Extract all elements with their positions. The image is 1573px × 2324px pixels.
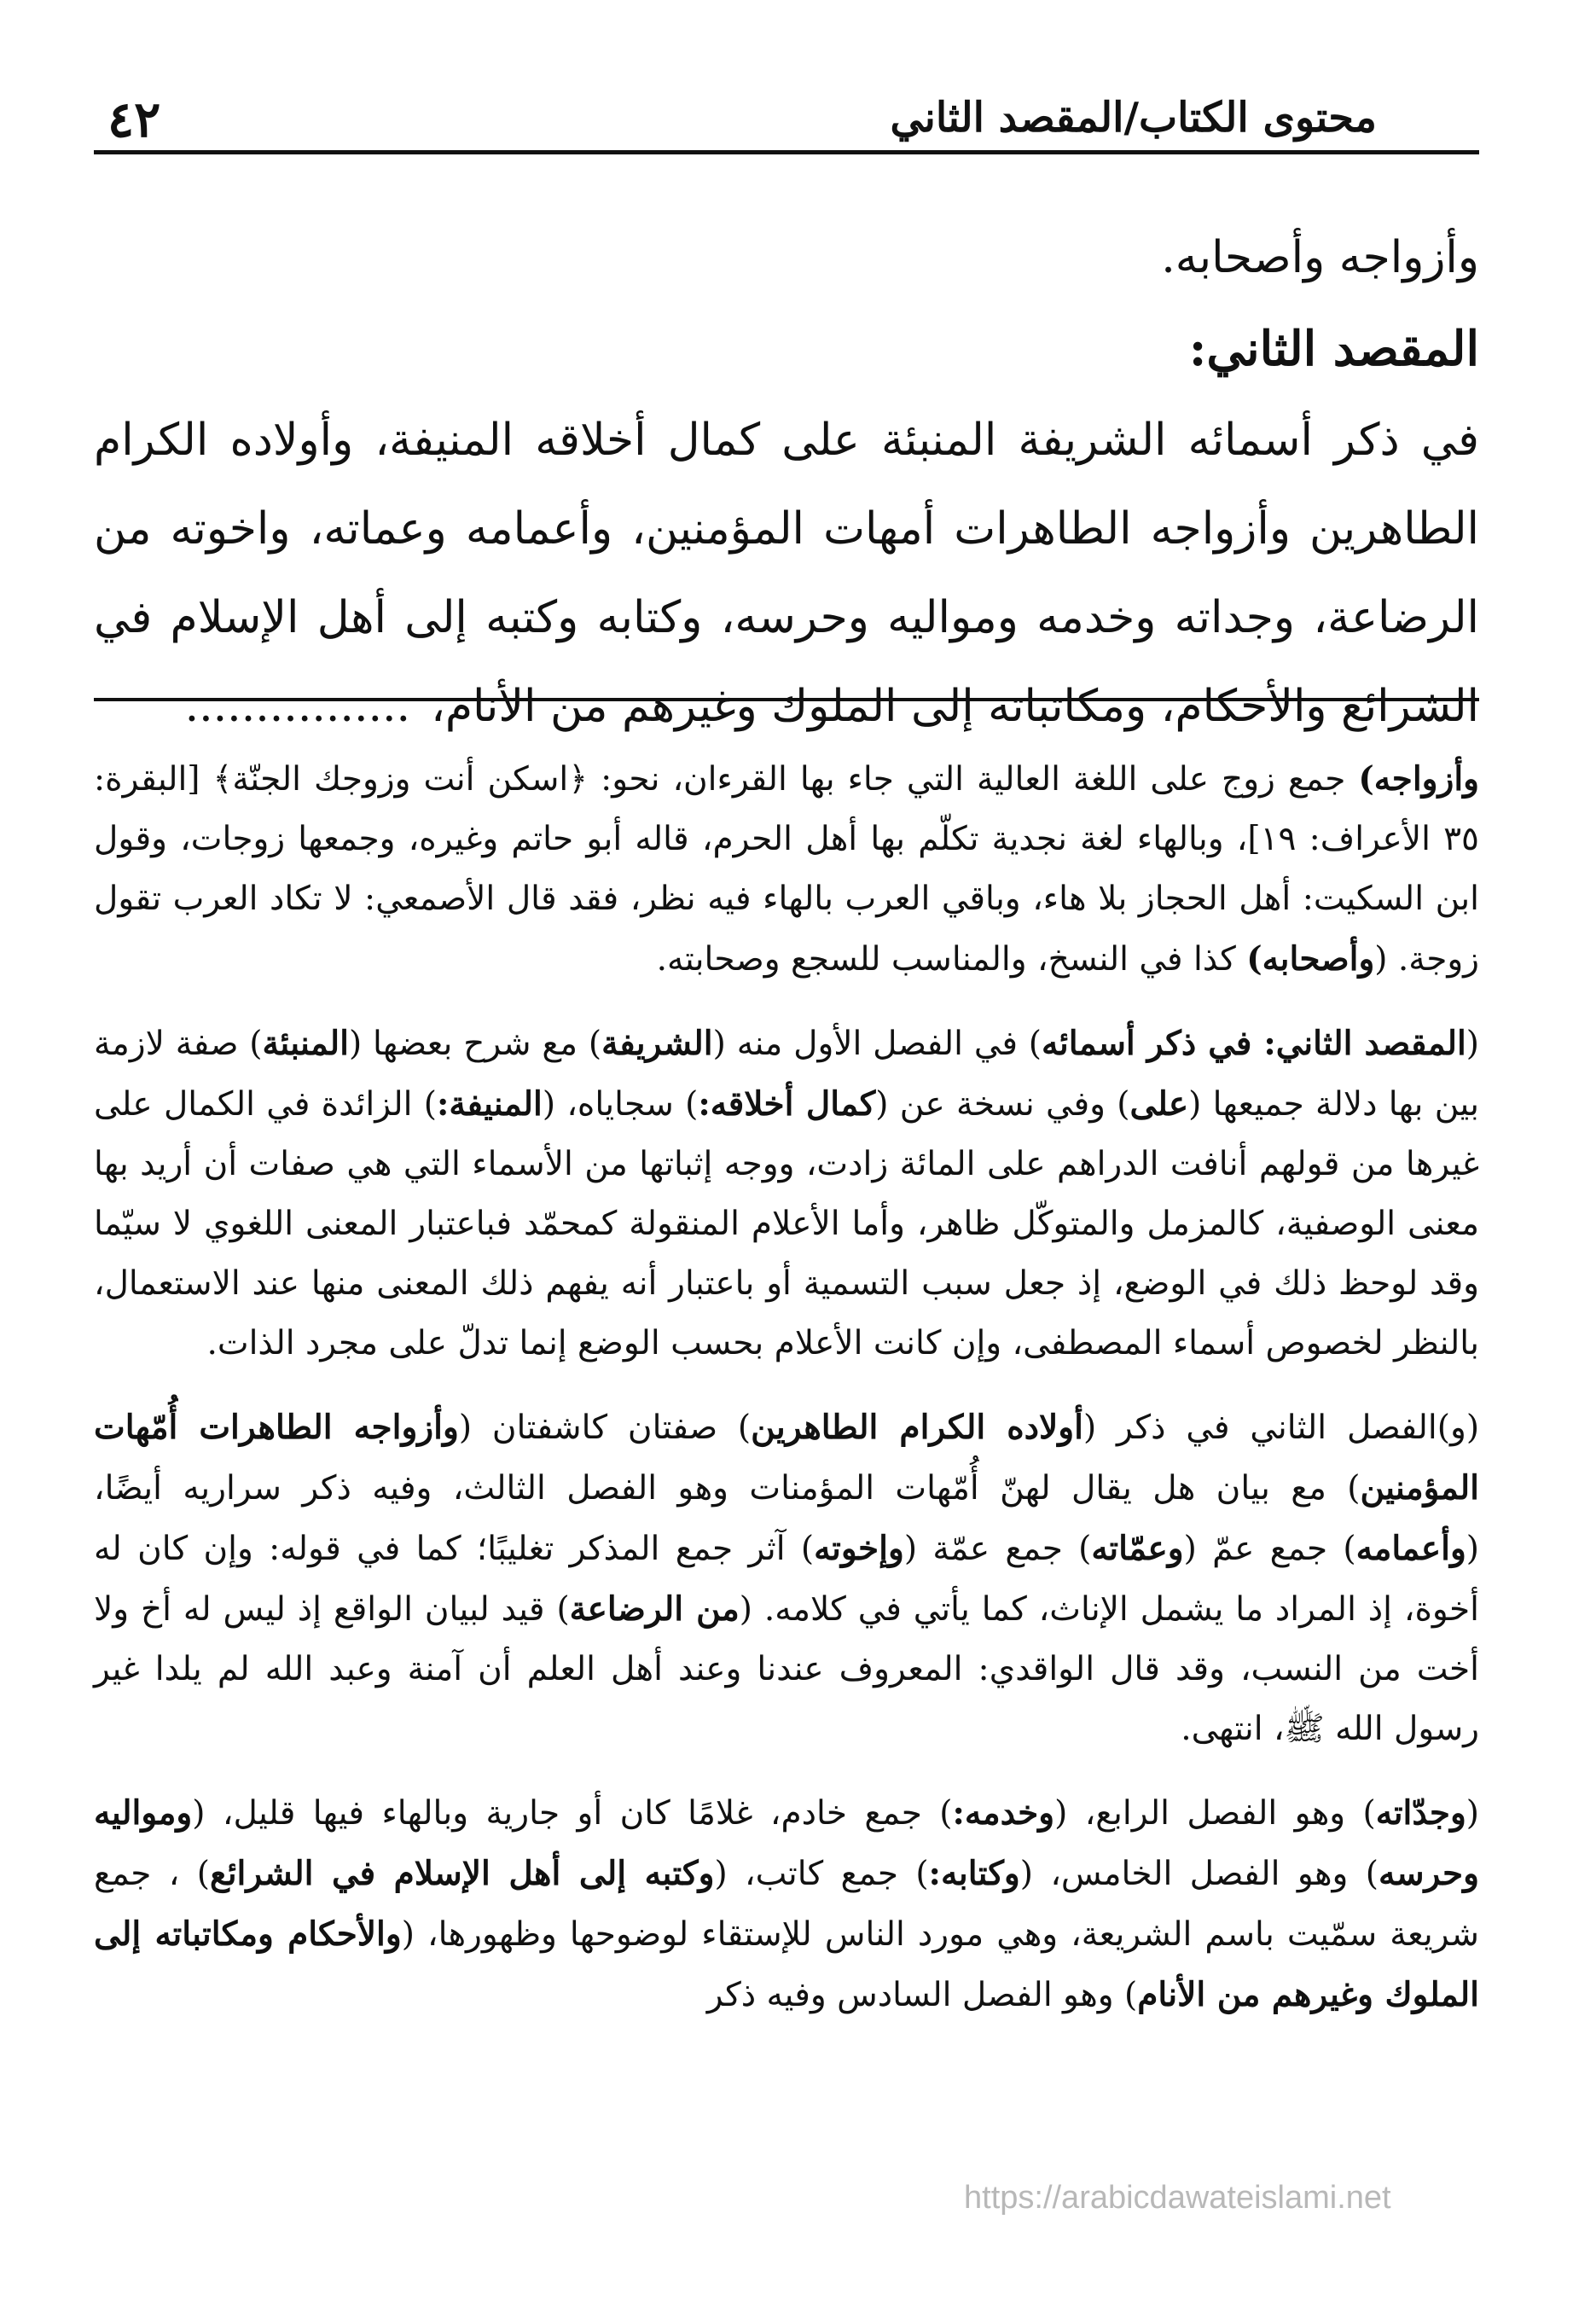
lemma: المقصد الثاني: في ذكر أسمائه [1042, 1024, 1466, 1063]
watermark-url: https://arabicdawateislami.net [964, 2180, 1391, 2216]
lemma: وخدمه: [952, 1793, 1055, 1833]
commentary-text: ) جمع عمّ ( [1183, 1530, 1356, 1568]
commentary-text: ) جمع كاتب، ( [714, 1855, 929, 1893]
main-text [94, 213, 1479, 751]
lemma: على [1129, 1084, 1189, 1124]
lemma: وعمّاته [1091, 1529, 1184, 1568]
commentary-text: ) وهو الفصل الخامس، ( [1019, 1855, 1379, 1893]
commentary-text: ) قيد لبيان الواقع إذ ليس له أخ ولا أخت من النسب، وقد قال الواقدي: المعروف عندنا وعند أهل العلم أن آمنة وعبد الله لم يلدا غير رسول الله ﷺ، انتهى. [94, 1590, 1479, 1748]
commentary-text: جمع زوج على اللغة العالية التي جاء بها القرءان، نحو: ﴿اسكن أنت وزوجك الجنّة﴾ [البقرة: ٣٥ الأعراف: ١٩]، وبالهاء لغة نجدية تكلّم بها أهل الحرم، قاله أبو حاتم وغيره، وجمعها زوجات، وقول ابن السكيت: أهل الحجاز بلا هاء، وباقي العرب بالهاء فيه نظر، فقد قال الأصمعي: لا تكاد العرب تقول زوجة. ( [94, 760, 1479, 979]
lemma: وكتبه إلى أهل الإسلام في الشرائع [209, 1854, 715, 1893]
lemma: وكتابه: [928, 1854, 1020, 1893]
commentary-paragraph-3 [94, 1397, 1479, 1759]
lemma: الشريفة [601, 1024, 713, 1063]
main-paragraph-text: في ذكر أسمائه الشريفة المنبئة على كمال أخلاقه المنيفة، وأولاده الكرام الطاهرين وأزواجه الطاهرات أمهات المؤمنين، وأعمامه وعماته، واخوته من الرضاعة، وجداته وخدمه ومواليه وحرسه، وكتابه وكتبه إلى أهل الإسلام في الشرائع والأحكام، ومكاتباته إلى الملوك وغيرهم من الأنام، [94, 415, 1479, 732]
commentary-text: ) مع شرح بعضها ( [349, 1025, 602, 1063]
footnote-separator [94, 698, 1479, 701]
lemma: وأصحابه) [1246, 939, 1375, 979]
commentary-paragraph-2 [94, 1014, 1479, 1374]
lemma: وأزواجه الطاهرات أُمّهات المؤمنين [94, 1408, 1479, 1508]
commentary-text: ) مع بيان هل يقال لهنّ أُمّهات المؤمنات وهو الفصل الثالث، وفيه ذكر سراريه أيضًا، ( [94, 1469, 1480, 1568]
running-title: محتوى الكتاب/المقصد الثاني [890, 94, 1377, 142]
section-heading: المقصد الثاني: [1188, 321, 1479, 377]
commentary-text: ) صفة لازمة بين بها دلالة جميعها ( [94, 1025, 1479, 1124]
commentary-text: ) آثر جمع المذكر تغليبًا؛ كما في قوله: وإن كان له أخوة، إذ المراد ما يشمل الإناث، كما يأتي في كلامه. ( [94, 1530, 1479, 1629]
running-header [94, 82, 1479, 154]
lemma: المنبئة [262, 1024, 349, 1063]
page-number: ٤٢ [107, 90, 161, 148]
commentary-text: (و)الفصل الثاني في ذكر ( [1083, 1409, 1480, 1447]
commentary-text: ) جمع خادم، غلامًا كان أو جارية وبالهاء فيها قليل، ( [192, 1794, 953, 1833]
commentary-paragraph-1 [94, 749, 1479, 990]
commentary-text: ( [1466, 1794, 1480, 1833]
commentary-text: ( [1466, 1025, 1480, 1063]
commentary [94, 749, 1479, 2049]
commentary-text: ) وهو الفصل الرابع، ( [1054, 1794, 1376, 1833]
lemma: وأزواجه) [1358, 759, 1479, 799]
lemma: المنيفة: [437, 1084, 543, 1124]
commentary-text: ) في الفصل الأول منه ( [712, 1025, 1042, 1063]
commentary-text: ) صفتان كاشفتان ( [458, 1409, 752, 1447]
lemma: وأعمامه [1355, 1529, 1466, 1568]
commentary-text: ) وهو الفصل السادس وفيه ذكر [706, 1976, 1138, 2014]
lemma: أولاده الكرام الطاهرين [751, 1408, 1083, 1447]
lemma: ومواليه وحرسه [94, 1793, 1480, 1893]
intro-line: وأزواجه وأصحابه. [1161, 232, 1479, 283]
commentary-text: ) سجاياه، ( [542, 1085, 699, 1124]
lemma: والأحكام ومكاتباته إلى الملوك وغيرهم من الأنام [94, 1914, 1479, 2014]
commentary-paragraph-4 [94, 1783, 1479, 2025]
ellipsis-dots: ................ [184, 681, 411, 732]
lemma: كمال أخلاقه: [698, 1084, 876, 1124]
commentary-text: ) الزائدة في الكمال على غيرها من قولهم أنافت الدراهم على المائة زادت، ووجه إثباتها من الأسماء التي هي صفات أن أريد بها معنى الوصفية، كالمزمل والمتوكّل ظاهر، وأما الأعلام المنقولة كمحمّد فباعتبار المعنى اللغوي لا سيّما وقد لوحظ ذلك في الوضع، إذ جعل سبب التسمية أو باعتبار أنه يفهم ذلك المعنى منها عند الاستعمال، بالنظر لخصوص أسماء المصطفى، وإن كانت الأعلام بحسب الوضع إنما تدلّ على مجرد الذات. [94, 1085, 1479, 1362]
commentary-text: ) جمع عمّة ( [903, 1530, 1092, 1568]
commentary-text: كذا في النسخ، والمناسب للسجع وصحابته. [656, 940, 1247, 979]
lemma: وجدّاته [1375, 1793, 1466, 1833]
lemma: من الرضاعة [569, 1589, 740, 1629]
lemma: وإخوته [814, 1529, 904, 1568]
commentary-text: ) وفي نسخة عن ( [875, 1085, 1130, 1124]
commentary-text: ) ، جمع شريعة سمّيت باسم الشريعة، وهي مورد الناس للإستقاء لوضوحها وظهورها، ( [94, 1855, 1479, 1954]
